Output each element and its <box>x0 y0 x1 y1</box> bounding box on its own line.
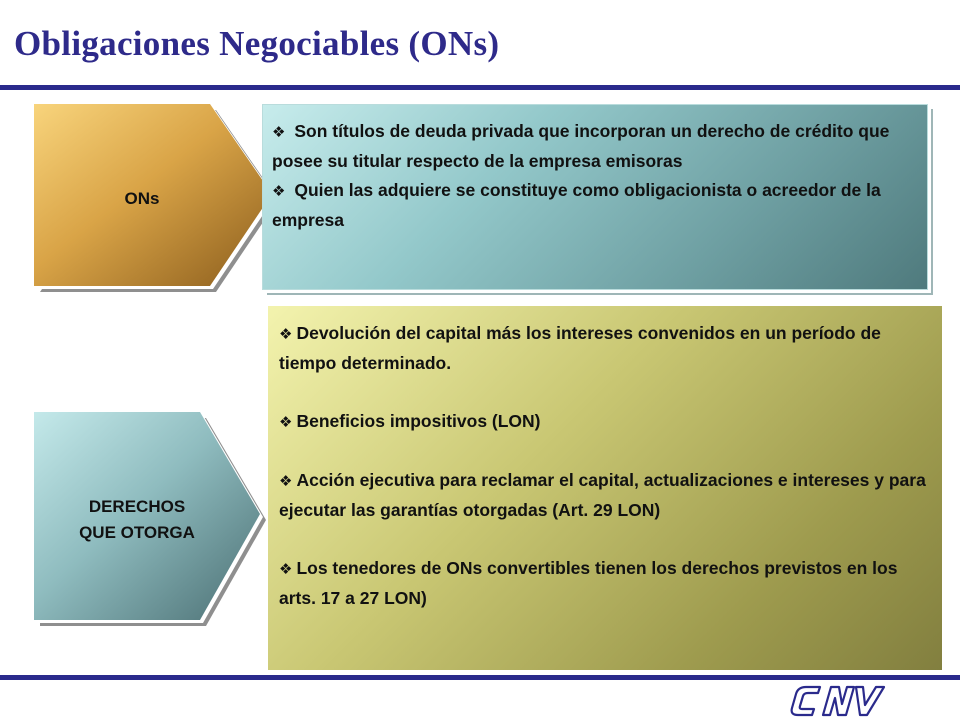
ons-bullet-2: ❖ Quien las adquiere se constituye como obligacionista o acreedor de la empresa <box>272 180 881 230</box>
title-divider <box>0 85 960 90</box>
derechos-list-box <box>268 306 942 670</box>
cnv-logo-icon <box>790 684 890 718</box>
derechos-bullet-1: ❖ Devolución del capital más los intereses convenidos en un período de tiempo determinado. <box>279 323 881 373</box>
ons-label: ONs <box>124 189 160 208</box>
diamond-bullet-icon: ❖ <box>279 560 293 578</box>
ons-definition-box <box>262 104 928 290</box>
derechos-label-line2: QUE OTORGA <box>79 523 195 542</box>
diamond-bullet-icon: ❖ <box>279 325 293 343</box>
diamond-bullet-icon: ❖ <box>279 472 293 490</box>
footer-divider <box>0 675 960 680</box>
derechos-label-line1: DERECHOS <box>88 497 186 516</box>
derechos-bullet-4: ❖ Los tenedores de ONs convertibles tienen los derechos previstos en los arts. 17 a 27 LON) <box>279 558 898 608</box>
page-title: Obligaciones Negociables (ONs) <box>14 24 500 63</box>
derechos-chevron <box>34 412 270 628</box>
derechos-bullet-2: ❖ Beneficios impositivos (LON) <box>279 411 541 431</box>
diamond-bullet-icon: ❖ <box>279 413 293 431</box>
diamond-bullet-icon: ❖ <box>272 182 286 200</box>
ons-bullet-1: ❖ Son títulos de deuda privada que incorporan un derecho de crédito que posee su titular respecto de la empresa emisoras <box>272 121 890 171</box>
ons-chevron <box>34 104 284 294</box>
derechos-bullet-3: ❖ Acción ejecutiva para reclamar el capital, actualizaciones e intereses y para ejecutar las garantías otorgadas (Art. 29 LON) <box>279 470 926 520</box>
diamond-bullet-icon: ❖ <box>272 123 286 141</box>
